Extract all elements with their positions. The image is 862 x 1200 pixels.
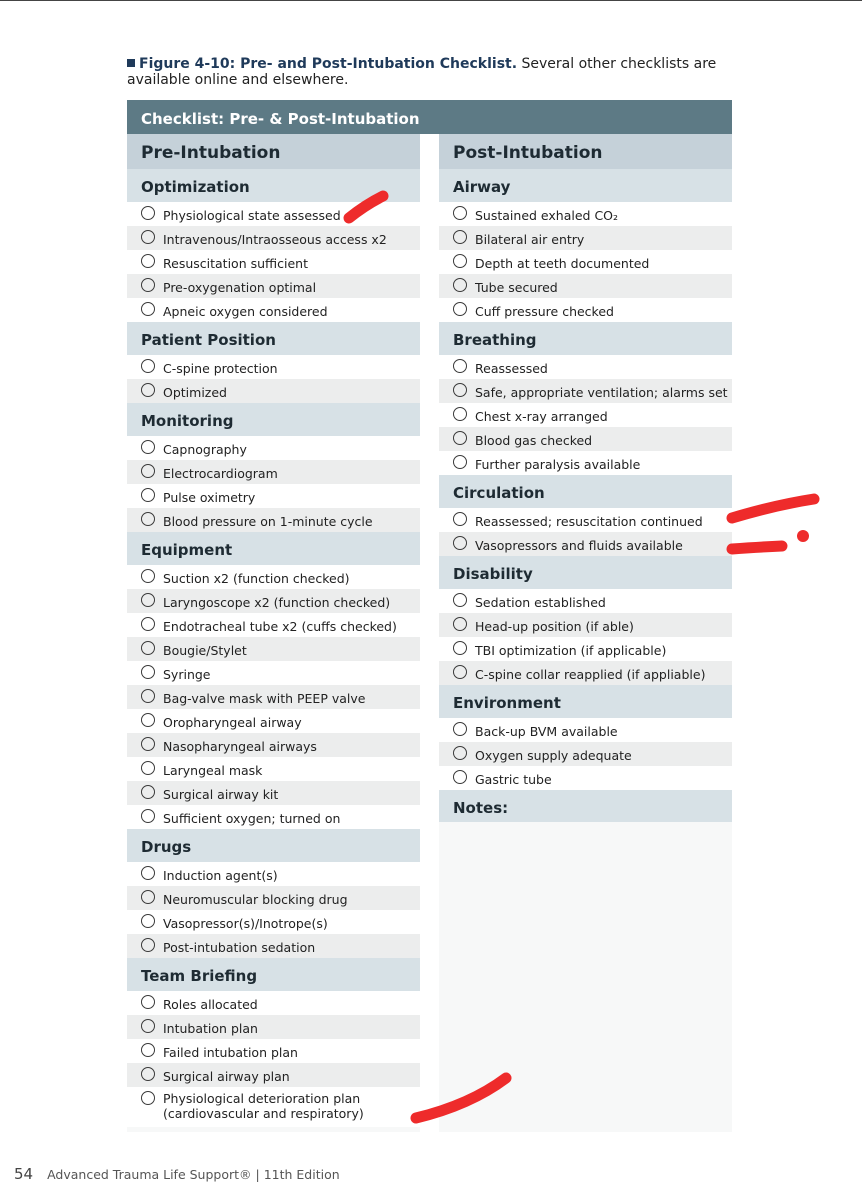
checklist-item[interactable]: [439, 718, 732, 742]
checkbox-circle-icon[interactable]: [141, 230, 155, 244]
checklist-item[interactable]: [127, 379, 420, 403]
checkbox-circle-icon[interactable]: [141, 383, 155, 397]
checklist-item[interactable]: [439, 202, 732, 226]
book-title: Advanced Trauma Life Support® | 11th Edition: [47, 1167, 340, 1182]
checklist-item-label: Reassessed: [475, 361, 548, 376]
checklist-item-label: Optimized: [163, 385, 227, 400]
checklist-item-label: Apneic oxygen considered: [163, 304, 328, 319]
checklist-item[interactable]: [127, 781, 420, 805]
checkbox-circle-icon[interactable]: [141, 206, 155, 220]
checklist-item-label: C-spine protection: [163, 361, 278, 376]
checkbox-circle-icon[interactable]: [453, 455, 467, 469]
checklist-item[interactable]: [439, 508, 732, 532]
checklist-item-label: Pulse oximetry: [163, 490, 256, 505]
checklist-item[interactable]: [439, 427, 732, 451]
checklist-item-label: Back-up BVM available: [475, 724, 618, 739]
checklist-item[interactable]: [127, 709, 420, 733]
checklist-item-label: Capnography: [163, 442, 247, 457]
checklist-item[interactable]: [127, 460, 420, 484]
top-border-line: [0, 0, 862, 1]
checkbox-circle-icon[interactable]: [141, 593, 155, 607]
checkbox-circle-icon[interactable]: [453, 722, 467, 736]
checklist-item-label: Oxygen supply adequate: [475, 748, 632, 763]
checklist-item-label: Gastric tube: [475, 772, 552, 787]
checklist-item-label: Oropharyngeal airway: [163, 715, 302, 730]
checklist-item[interactable]: [127, 1015, 420, 1039]
checkbox-circle-icon[interactable]: [453, 746, 467, 760]
checkbox-circle-icon[interactable]: [141, 809, 155, 823]
checkbox-circle-icon[interactable]: [141, 785, 155, 799]
red-pen-dot: [797, 530, 809, 542]
checklist-item[interactable]: [439, 766, 732, 790]
checkbox-circle-icon[interactable]: [141, 359, 155, 373]
checkbox-circle-icon[interactable]: [141, 440, 155, 454]
checklist-item[interactable]: [127, 355, 420, 379]
checkbox-circle-icon[interactable]: [453, 665, 467, 679]
checklist-item-label: Surgical airway kit: [163, 787, 279, 802]
checklist-item[interactable]: [127, 757, 420, 781]
checklist-item-label: Intravenous/Intraosseous access x2: [163, 232, 387, 247]
checklist-item[interactable]: [127, 934, 420, 958]
checklist-item-label: Suction x2 (function checked): [163, 571, 350, 586]
checklist-title: Checklist: Pre- & Post-Intubation: [127, 100, 732, 134]
checklist-item[interactable]: [127, 1063, 420, 1087]
checkbox-circle-icon[interactable]: [453, 431, 467, 445]
checkbox-circle-icon[interactable]: [141, 938, 155, 952]
checklist-item[interactable]: [439, 379, 732, 403]
checklist-item-label: Further paralysis available: [475, 457, 641, 472]
checklist-item-label: Sufficient oxygen; turned on: [163, 811, 341, 826]
checklist-item[interactable]: [439, 742, 732, 766]
checkbox-circle-icon[interactable]: [453, 359, 467, 373]
checkbox-circle-icon[interactable]: [141, 713, 155, 727]
checklist-item[interactable]: [127, 1087, 420, 1127]
checklist-item-label: Electrocardiogram: [163, 466, 278, 481]
checklist-item[interactable]: [439, 226, 732, 250]
checkbox-circle-icon[interactable]: [453, 230, 467, 244]
checklist-item[interactable]: [127, 685, 420, 709]
checklist-item[interactable]: [127, 250, 420, 274]
checklist-item-label: Bag-valve mask with PEEP valve: [163, 691, 366, 706]
checklist-item-label: Vasopressor(s)/Inotrope(s): [163, 916, 328, 931]
notes-label: Notes:: [439, 790, 732, 822]
checklist-item-label: Pre-oxygenation optimal: [163, 280, 317, 295]
checkbox-circle-icon[interactable]: [141, 1067, 155, 1081]
checklist-item-label: Tube secured: [475, 280, 558, 295]
checklist-item-label: Induction agent(s): [163, 868, 278, 883]
checklist-item-label: Failed intubation plan: [163, 1045, 298, 1060]
checklist-item[interactable]: [127, 484, 420, 508]
checkbox-circle-icon[interactable]: [453, 407, 467, 421]
checkbox-circle-icon[interactable]: [141, 464, 155, 478]
section-title-equipment: Equipment: [127, 532, 420, 565]
red-pen-mark: [732, 499, 814, 518]
checklist-item-label: Resuscitation sufficient: [163, 256, 308, 271]
checklist-item-label: Bilateral air entry: [475, 232, 585, 247]
checklist-item[interactable]: [127, 226, 420, 250]
checkbox-circle-icon[interactable]: [453, 206, 467, 220]
checkbox-circle-icon[interactable]: [141, 665, 155, 679]
checkbox-circle-icon[interactable]: [453, 593, 467, 607]
pre-intubation-column: [127, 134, 420, 1132]
section-title-circulation: Circulation: [439, 475, 732, 508]
checklist-item[interactable]: [439, 589, 732, 613]
checklist-item[interactable]: [439, 250, 732, 274]
checklist-item[interactable]: [127, 637, 420, 661]
checklist-item[interactable]: [127, 805, 420, 829]
checkbox-circle-icon[interactable]: [453, 536, 467, 550]
square-bullet-icon: [127, 59, 135, 67]
checklist-item-label: Intubation plan: [163, 1021, 258, 1036]
checklist-item-label: Safe, appropriate ventilation; alarms set: [475, 385, 728, 400]
checklist-item-label: TBI optimization (if applicable): [475, 643, 667, 658]
checklist-item[interactable]: [127, 298, 420, 322]
checklist-item-label: Syringe: [163, 667, 211, 682]
checkbox-circle-icon[interactable]: [453, 617, 467, 631]
checkbox-circle-icon[interactable]: [141, 914, 155, 928]
checklist-item[interactable]: [127, 613, 420, 637]
checklist-item-label: Roles allocated: [163, 997, 258, 1012]
section-title-drugs: Drugs: [127, 829, 420, 862]
checklist-item[interactable]: [127, 565, 420, 589]
checklist-item-label: Neuromuscular blocking drug: [163, 892, 348, 907]
checklist-item[interactable]: [127, 661, 420, 685]
checklist-item[interactable]: [127, 862, 420, 886]
section-title-airway: Airway: [439, 169, 732, 202]
checklist-item[interactable]: [127, 991, 420, 1015]
page-footer: [14, 1165, 340, 1183]
checklist-item-label: Bougie/Stylet: [163, 643, 247, 658]
post-intubation-title: Post-Intubation: [439, 134, 732, 169]
checklist-item[interactable]: [439, 532, 732, 556]
checkbox-circle-icon[interactable]: [141, 890, 155, 904]
checklist-item[interactable]: [127, 910, 420, 934]
checklist-item[interactable]: [127, 508, 420, 532]
checklist-item-label: Physiological state assessed: [163, 208, 341, 223]
post-intubation-column: [439, 134, 732, 1132]
checklist-item-label: Chest x-ray arranged: [475, 409, 608, 424]
checklist-item-label: Sustained exhaled CO₂: [475, 208, 619, 223]
checklist-item[interactable]: [127, 733, 420, 757]
checklist-item-label: Sedation established: [475, 595, 606, 610]
checkbox-circle-icon[interactable]: [453, 641, 467, 655]
checklist-item[interactable]: [127, 1039, 420, 1063]
red-pen-mark: [732, 546, 782, 549]
checkbox-circle-icon[interactable]: [453, 254, 467, 268]
checklist-item[interactable]: [439, 274, 732, 298]
checklist-item-label: Surgical airway plan: [163, 1069, 290, 1084]
checklist-item-label: Blood pressure on 1-minute cycle: [163, 514, 373, 529]
section-title-patient-position: Patient Position: [127, 322, 420, 355]
checklist-item-label: Physiological deterioration plan (cardiovascular and respiratory): [163, 1091, 364, 1121]
checklist-item[interactable]: [439, 298, 732, 322]
checklist-item[interactable]: [127, 274, 420, 298]
checkbox-circle-icon[interactable]: [141, 761, 155, 775]
checkbox-circle-icon[interactable]: [141, 488, 155, 502]
caption-text: Several other checklists are available online and elsewhere.: [127, 56, 717, 88]
checklist-item[interactable]: [439, 661, 732, 685]
checklist-item-label: Nasopharyngeal airways: [163, 739, 317, 754]
checklist-item[interactable]: [439, 355, 732, 379]
checkbox-circle-icon[interactable]: [141, 689, 155, 703]
page-number: 54: [14, 1165, 34, 1183]
checklist-item[interactable]: [127, 886, 420, 910]
checklist-item-label: Cuff pressure checked: [475, 304, 614, 319]
checklist-item-label: Reassessed; resuscitation continued: [475, 514, 703, 529]
checklist-item-label: Blood gas checked: [475, 433, 593, 448]
checkbox-circle-icon[interactable]: [453, 770, 467, 784]
checkbox-circle-icon[interactable]: [141, 569, 155, 583]
checklist-item-label: Head-up position (if able): [475, 619, 634, 634]
checklist-item-label: Post-intubation sedation: [163, 940, 316, 955]
checklist-item-label: Vasopressors and fluids available: [475, 538, 683, 553]
checklist-item[interactable]: [439, 613, 732, 637]
checkbox-circle-icon[interactable]: [141, 278, 155, 292]
checklist-item[interactable]: [127, 436, 420, 460]
checkbox-circle-icon[interactable]: [453, 302, 467, 316]
checklist-item[interactable]: [439, 451, 732, 475]
section-title-environment: Environment: [439, 685, 732, 718]
section-title-optimization: Optimization: [127, 169, 420, 202]
checkbox-circle-icon[interactable]: [141, 254, 155, 268]
figure-label: Figure 4-10: Pre- and Post-Intubation Checklist.: [139, 56, 518, 72]
section-title-disability: Disability: [439, 556, 732, 589]
checklist-item-label: Laryngeal mask: [163, 763, 263, 778]
checkbox-circle-icon[interactable]: [141, 1019, 155, 1033]
figure-caption: [127, 56, 727, 88]
checkbox-circle-icon[interactable]: [453, 512, 467, 526]
checkbox-circle-icon[interactable]: [141, 737, 155, 751]
checkbox-circle-icon[interactable]: [453, 383, 467, 397]
checkbox-circle-icon[interactable]: [141, 1091, 155, 1105]
checkbox-circle-icon[interactable]: [141, 995, 155, 1009]
pre-intubation-title: Pre-Intubation: [127, 134, 420, 169]
checkbox-circle-icon[interactable]: [141, 617, 155, 631]
section-title-breathing: Breathing: [439, 322, 732, 355]
checkbox-circle-icon[interactable]: [141, 512, 155, 526]
checkbox-circle-icon[interactable]: [141, 1043, 155, 1057]
checklist-item[interactable]: [127, 589, 420, 613]
checkbox-circle-icon[interactable]: [141, 641, 155, 655]
checklist-item[interactable]: [127, 202, 420, 226]
section-title-monitoring: Monitoring: [127, 403, 420, 436]
checkbox-circle-icon[interactable]: [453, 278, 467, 292]
checkbox-circle-icon[interactable]: [141, 866, 155, 880]
section-title-team-briefing: Team Briefing: [127, 958, 420, 991]
checklist-item[interactable]: [439, 403, 732, 427]
checklist-item-label: Laryngoscope x2 (function checked): [163, 595, 391, 610]
checklist-item-label: C-spine collar reapplied (if appliable): [475, 667, 706, 682]
checklist-item-label: Endotracheal tube x2 (cuffs checked): [163, 619, 397, 634]
checkbox-circle-icon[interactable]: [141, 302, 155, 316]
checklist-item-label: Depth at teeth documented: [475, 256, 650, 271]
checklist-item[interactable]: [439, 637, 732, 661]
